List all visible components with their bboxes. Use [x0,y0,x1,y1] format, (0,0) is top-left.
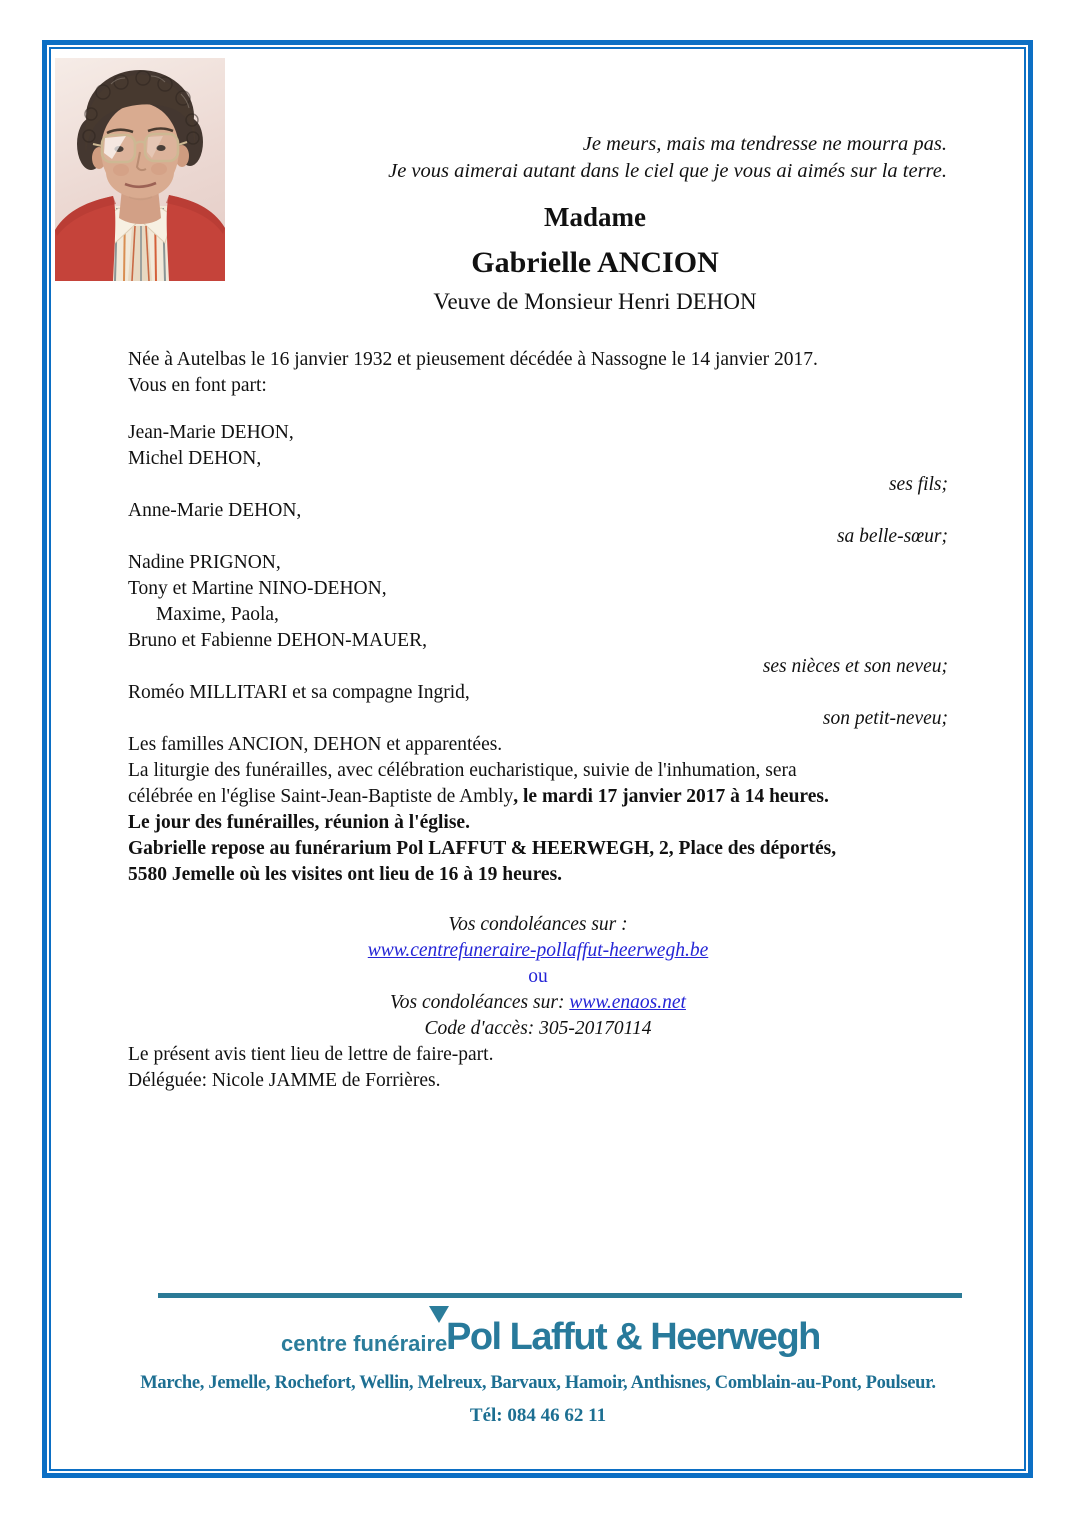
family-member: Roméo MILLITARI et sa compagne Ingrid, [128,682,470,703]
family-member: Michel DEHON, [128,448,262,469]
funeral-home-brand-small: centre funéraire [281,1331,448,1356]
relation-label: son petit-neveu; [822,708,948,729]
condolences-heading-1: Vos condoléances sur : [448,914,628,935]
ceremony-datetime: , le mardi 17 janvier 2017 à 14 heures. [513,786,829,807]
liturgy-paragraph [128,758,948,810]
portrait-photo-illustration [55,58,225,281]
deceased-title-block [224,201,966,318]
epitaph-line-1: Je meurs, mais ma tendresse ne mourra pas. [582,133,947,155]
epitaph-quote [388,131,947,185]
intro-line: Vous en font part: [128,375,267,396]
funeral-home-phone: Tél: 084 46 62 11 [469,1405,607,1426]
liturgy-line-2: célébrée en l'église Saint-Jean-Baptiste de Ambly [128,786,514,807]
deceased-name: Gabrielle ANCION [471,246,719,279]
portrait-photo [55,58,225,281]
condolences-link-2[interactable]: www.enaos.net [569,992,686,1013]
announcement-body [128,347,948,1094]
repose-paragraph [128,836,948,888]
meeting-line: Le jour des funérailles, réunion à l'église. [128,812,470,833]
family-member: Maxime, Paola, [156,604,279,625]
epitaph-line-2: Je vous aimerai autant dans le ciel que je vous ai aimés sur la terre. [388,160,947,182]
repose-line-1: Gabrielle repose au funérarium Pol LAFFUT & HEERWEGH, 2, Place des déportés, [128,838,837,859]
widow-subtitle: Veuve de Monsieur Henri DEHON [433,289,757,314]
family-member: Tony et Martine NINO-DEHON, [128,578,387,599]
family-list [128,420,948,758]
birth-death-line: Née à Autelbas le 16 janvier 1932 et pieusement décédée à Nassogne le 14 janvier 2017. [128,349,818,370]
condolences-or: ou [528,966,548,987]
title-madame: Madame [544,202,646,232]
family-member: Bruno et Fabienne DEHON-MAUER, [128,630,427,651]
relation-label: sa belle-sœur; [836,526,948,547]
notice-line: Le présent avis tient lieu de lettre de faire-part. [128,1044,494,1065]
funeral-home-brand-large: Pol Laffut & Heerwegh [446,1316,820,1358]
access-code: Code d'accès: 305-20170114 [424,1018,652,1039]
funeral-home-locations: Marche, Jemelle, Rochefort, Wellin, Melreux, Barvaux, Hamoir, Anthisnes, Comblain-au-Pont, Poulseur. [140,1373,936,1393]
relation-label: ses fils; [888,474,948,495]
family-member: Anne-Marie DEHON, [128,500,302,521]
family-member: Les familles ANCION, DEHON et apparentées. [128,734,503,755]
condolences-heading-2: Vos condoléances sur: [390,992,570,1013]
delegate-line: Déléguée: Nicole JAMME de Forrières. [128,1070,441,1091]
condolences-link-1[interactable]: www.centrefuneraire-pollaffut-heerwegh.be [367,940,709,961]
relation-label: ses nièces et son neveu; [762,656,948,677]
family-member: Nadine PRIGNON, [128,552,281,573]
liturgy-line-1: La liturgie des funérailles, avec célébration eucharistique, suivie de l'inhumation, sera [128,760,797,781]
repose-line-2: 5580 Jemelle où les visites ont lieu de 16 à 19 heures. [128,864,563,885]
family-member: Jean-Marie DEHON, [128,422,294,443]
footer-divider [158,1293,962,1298]
condolences-block [128,912,948,1042]
